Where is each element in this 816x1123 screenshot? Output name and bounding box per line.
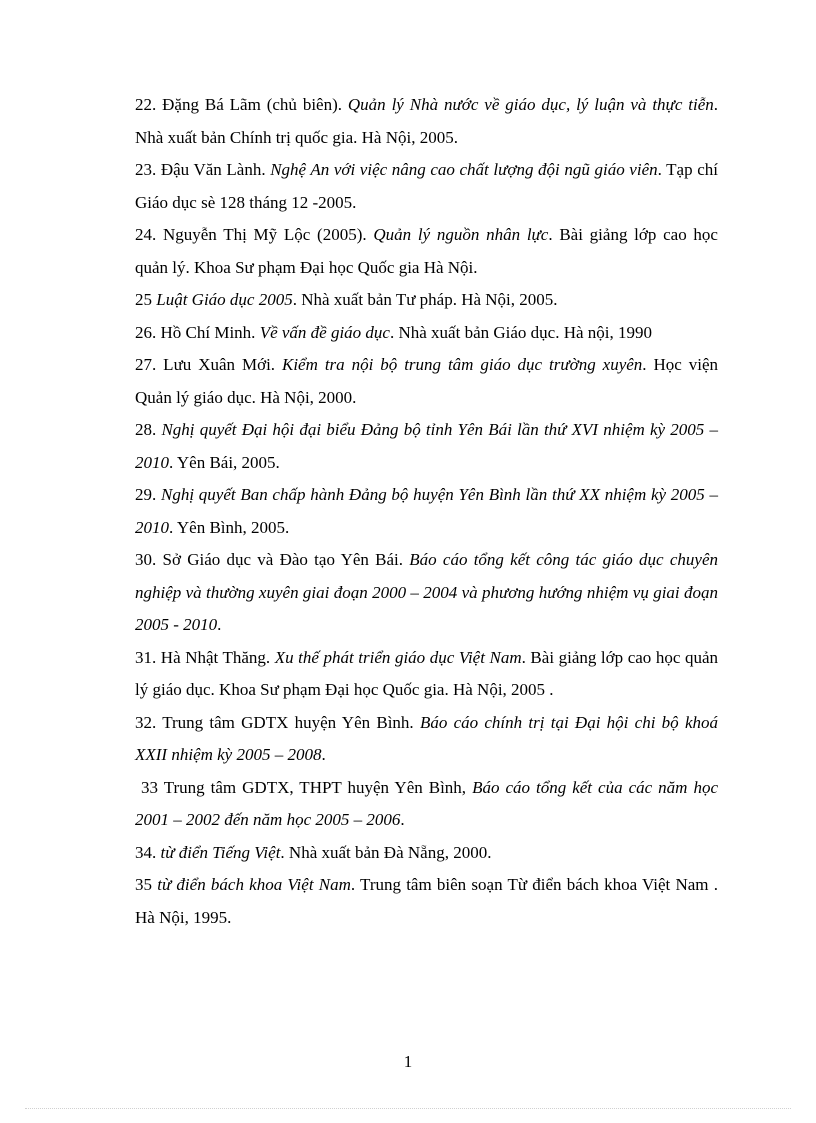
reference-item: 28. Nghị quyết Đại hội đại biểu Đảng bộ tỉnh Yên Bái lần thứ XVI nhiệm kỳ 2005 – 2010. Yên Bái, 2005. [135,420,718,472]
reference-item: 30. Sở Giáo dục và Đào tạo Yên Bái. Báo cáo tổng kết công tác giáo dục chuyên nghiệp và thường xuyên giai đoạn 2000 – 2004 và phương hướng nhiệm vụ giai đoạn 2005 - 2010. [135,550,718,634]
reference-item: 33 Trung tâm GDTX, THPT huyện Yên Bình, Báo cáo tổng kết của các năm học 2001 – 2002 đến năm học 2005 – 2006. [135,777,718,829]
reference-item: 25 Luật Giáo dục 2005. Nhà xuất bản Tư pháp. Hà Nội, 2005. [135,290,558,309]
reference-item: 31. Hà Nhật Thăng. Xu thế phát triển giáo dục Việt Nam. Bài giảng lớp cao học quản lý giáo dục. Khoa Sư phạm Đại học Quốc gia. Hà Nội, 2005 . [135,647,718,699]
reference-list [135,89,718,934]
reference-item: 27. Lưu Xuân Mới. Kiểm tra nội bộ trung tâm giáo dục trường xuyên. Học viện Quản lý giáo dục. Hà Nội, 2000. [135,355,719,407]
reference-item: 34. từ điển Tiếng Việt. Nhà xuất bản Đà Nẵng, 2000. [135,842,492,862]
page-number: 1 [403,1052,413,1071]
page-bottom-divider [25,1108,791,1109]
reference-item: 22. Đặng Bá Lãm (chủ biên). Quản lý Nhà nước về giáo dục, lý luận và thực tiễn. Nhà xuất bản Chính trị quốc gia. Hà Nội, 2005. [135,95,719,147]
reference-item: 35 từ điển bách khoa Việt Nam. Trung tâm biên soạn Từ điển bách khoa Việt Nam . Hà Nội, 1995. [135,875,719,927]
reference-item: 23. Đậu Văn Lành. Nghệ An với việc nâng cao chất lượng đội ngũ giáo viên. Tạp chí Giáo dục sè 128 tháng 12 -2005. [135,160,718,212]
reference-item: 32. Trung tâm GDTX huyện Yên Bình. Báo cáo chính trị tại Đại hội chi bộ khoá XXII nhiệm kỳ 2005 – 2008. [135,712,718,764]
reference-item: 26. Hồ Chí Minh. Về vấn đề giáo dục. Nhà xuất bản Giáo dục. Hà nội, 1990 [135,322,653,342]
reference-item: 24. Nguyễn Thị Mỹ Lộc (2005). Quản lý nguồn nhân lực. Bài giảng lớp cao học quản lý. Khoa Sư phạm Đại học Quốc gia Hà Nội. [135,225,718,277]
reference-item: 29. Nghị quyết Ban chấp hành Đảng bộ huyện Yên Bình lần thứ XX nhiệm kỳ 2005 – 2010. Yên Bình, 2005. [135,485,719,537]
